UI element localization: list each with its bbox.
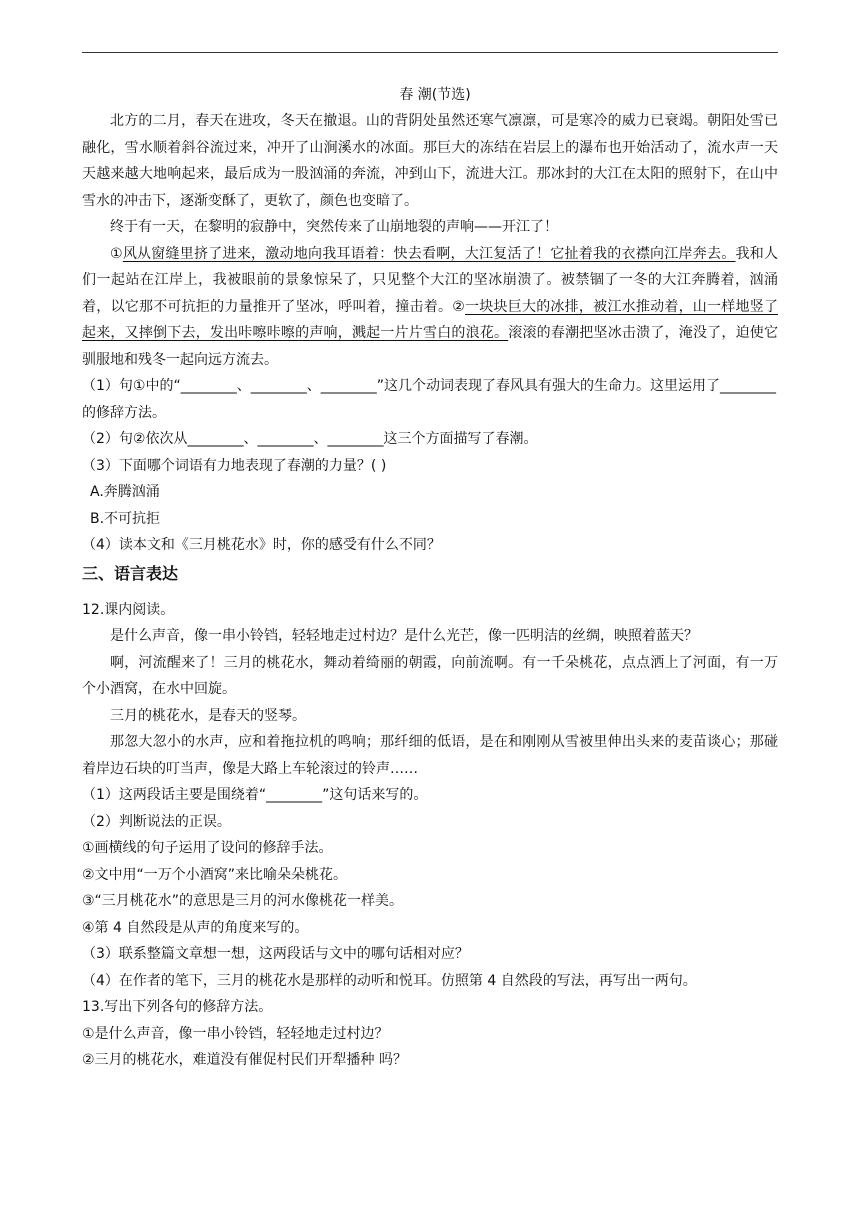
q13-item: ②三月的桃花水，难道没有催促村民们开犁播种 吗？ bbox=[82, 1052, 407, 1068]
sentence-marker-1: ① bbox=[110, 245, 123, 262]
q12-paragraph-1: 是什么声音，像一串小铃铛，轻轻地走过村边？是什么光芒，像一匹明洁的丝绸，映照着蓝天？ bbox=[110, 628, 698, 644]
passage-paragraph-2: 终于有一天，在黎明的寂静中，突然传来了山崩地裂的声响——开江了！ bbox=[110, 219, 558, 235]
q13-item: ①是什么声音，像一串小铃铛，轻轻地走过村边？ bbox=[82, 1025, 389, 1042]
header-rule bbox=[82, 52, 778, 53]
underlined-sentence-2: 一块块巨大的冰排，被江水推动着，山一样地竖了起来，又摔倒下去，发出咔嚓咔嚓的声响，溅起一片片雪白的浪花。 bbox=[82, 298, 779, 341]
q12-paragraph-3: 三月的桃花水，是春天的竖琴。 bbox=[110, 707, 306, 724]
sentence-marker-2: ② bbox=[452, 298, 465, 315]
judge-item: ②文中用“一万个小酒窝”来比喻朵朵桃花。 bbox=[82, 866, 348, 883]
passage-paragraph-3 bbox=[82, 241, 778, 374]
question-12-4: （4）在作者的笔下，三月的桃花水是那样的动听和悦耳。仿照第 4 自然段的写法，再写出一两句。 bbox=[82, 972, 697, 989]
document-page bbox=[82, 85, 778, 1074]
question-13-heading: 13.写出下列各句的修辞方法。 bbox=[82, 999, 273, 1015]
passage-paragraph-3-middle: 我和人们一起站在江岸上，我被眼前的景象惊呆了，只见整个大江的坚冰崩溃了。被禁锢了一冬的大江奔腾着，汹涌着，以它那不可抗拒的力量推开了坚冰，呼叫着，撞击着。 bbox=[82, 245, 779, 315]
question-12-1: （1）这两段话主要是围绕着“________”这句话来写的。 bbox=[82, 787, 428, 803]
option-b: B.不可抗拒 bbox=[90, 510, 161, 527]
question-12-2: （2）判断说法的正误。 bbox=[82, 813, 231, 830]
option-a: A.奔腾汹涌 bbox=[90, 484, 160, 500]
section-3-title: 三、语言表达 bbox=[82, 563, 179, 583]
judge-item: ①画横线的句子运用了设问的修辞手法。 bbox=[82, 840, 333, 856]
q12-paragraph-4: 那忽大忽小的水声，应和着拖拉机的鸣响；那纤细的低语，是在和刚刚从雪被里伸出头来的麦苗谈心；那碰着岸边石块的叮当声，像是大路上车轮滚过的铃声…… bbox=[82, 734, 778, 777]
judge-item: ③“三月桃花水”的意思是三月的河水像桃花一样美。 bbox=[82, 893, 404, 909]
underlined-sentence-1: 风从窗缝里挤了进来，激动地向我耳语着：快去看啊，大江复活了！它扯着我的衣襟向江岸奔去。 bbox=[122, 245, 736, 262]
question-12-3: （3）联系整篇文章想一想，这两段话与文中的哪句话相对应？ bbox=[82, 946, 469, 962]
question-11-3: （3）下面哪个词语有力地表现了春潮的力量？( ) bbox=[82, 457, 387, 474]
passage-title: 春 潮(节选) bbox=[399, 87, 471, 103]
judge-item: ④第 4 自然段是从声的角度来写的。 bbox=[82, 919, 309, 936]
passage-paragraph-1: 北方的二月，春天在进攻，冬天在撤退。山的背阴处虽然还寒气凛凛，可是寒冷的威力已衰竭。朝阳处雪已融化，雪水顺着斜谷流过来，冲开了山涧溪水的冰面。那巨大的冻结在岩层上的瀑布也开始活动了，流水声一天天越来越大地响起来，最后成为一股汹涌的奔流，冲到山下，流进大江。那冰封的大江在太阳的照射下，在山中雪水的冲击下，逐渐变酥了，更软了，颜色也变暗了。 bbox=[82, 113, 778, 209]
question-11-1: （1）句①中的“________、________、________”这几个动词表现了春风具有强大的生命力。这里运用了________的修辞方法。 bbox=[82, 378, 776, 421]
question-11-4: （4）读本文和《三月桃花水》时，你的感受有什么不同？ bbox=[82, 537, 441, 553]
q12-paragraph-2: 啊，河流醒来了！三月的桃花水，舞动着绮丽的朝霞，向前流啊。有一千朵桃花，点点洒上了河面，有一万个小酒窝，在水中回旋。 bbox=[82, 654, 778, 697]
passage-paragraph-3-end: 滚滚的春潮把坚冰击溃了，淹没了，迫使它驯服地和残冬一起向远方流去。 bbox=[82, 325, 778, 368]
question-11-2: （2）句②依次从________、________、________这三个方面描写了春潮。 bbox=[82, 431, 538, 447]
question-12-heading: 12.课内阅读。 bbox=[82, 601, 175, 618]
